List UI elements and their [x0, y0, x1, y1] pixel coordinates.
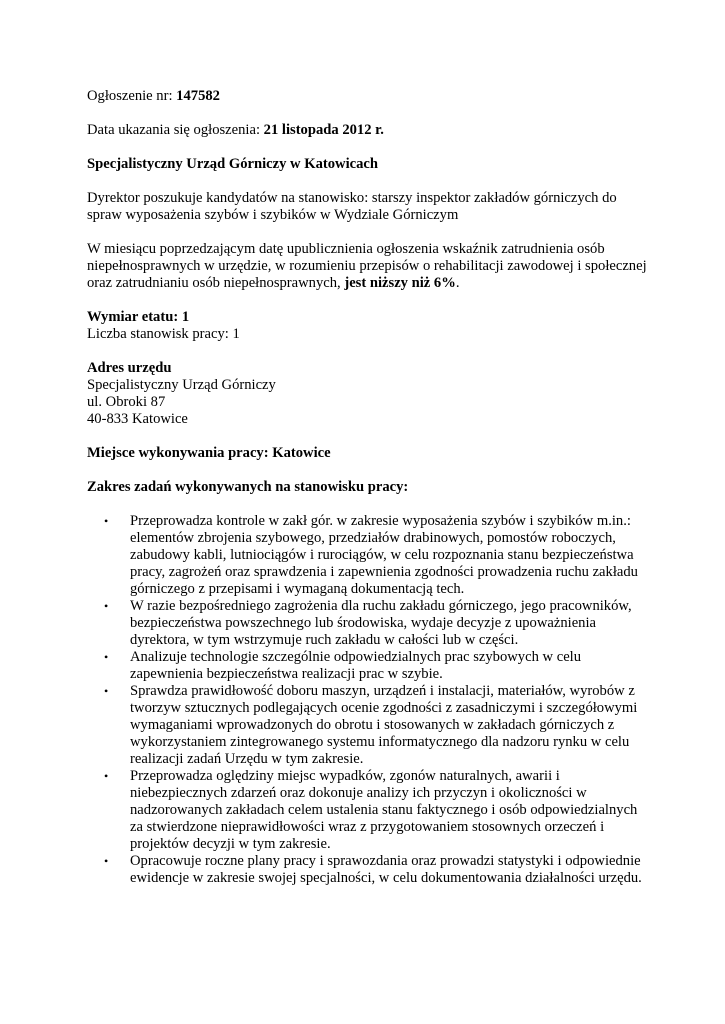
address-line-3: 40-833 Katowice — [87, 411, 188, 427]
task-item — [87, 649, 647, 683]
announcement-date-label: Data ukazania się ogłoszenia: — [87, 122, 264, 138]
tasks-list — [87, 513, 647, 887]
tasks-heading-text: Zakres zadań wykonywanych na stanowisku pracy: — [87, 479, 409, 495]
office-title-text: Specjalistyczny Urząd Górniczy w Katowicach — [87, 156, 379, 172]
announcement-number-value: 147582 — [176, 88, 220, 104]
address-heading-text: Adres urzędu — [87, 360, 172, 376]
task-text: Analizuje technologie szczególnie odpowiedzialnych prac szybowych w celu zapewnienia bezpieczeństwa realizacji prac w szybie. — [130, 649, 582, 682]
document-page — [87, 88, 647, 887]
task-text: W razie bezpośredniego zagrożenia dla ruchu zakładu górniczego, jego pracowników, bezpieczeństwa powszechnego lub środowiska, wydaje decyzje z upoważnienia dyrektora, w tym wstrzymuje ruch zakładu w całości lub w części. — [130, 598, 632, 648]
office-address — [87, 360, 647, 428]
announcement-number — [87, 88, 647, 105]
workplace — [87, 445, 647, 462]
office-title — [87, 156, 647, 173]
task-item — [87, 683, 647, 768]
bullet-icon: • — [104, 854, 109, 868]
address-line-2: ul. Obroki 87 — [87, 394, 166, 410]
task-item — [87, 513, 647, 598]
bullet-icon: • — [104, 650, 109, 664]
announcement-number-label: Ogłoszenie nr: — [87, 88, 177, 104]
task-text: Opracowuje roczne plany pracy i sprawozdania oraz prowadzi statystyki i odpowiednie ewidencje w zakresie swojej specjalności, w celu dokumentowania działalności urzędu. — [130, 853, 642, 886]
work-time-text: Wymiar etatu: 1 — [87, 309, 190, 325]
address-heading — [87, 360, 647, 377]
task-item — [87, 598, 647, 649]
positions-count: Liczba stanowisk pracy: 1 — [87, 326, 240, 342]
employment-indicator-text: W miesiącu poprzedzającym datę upublicznienia ogłoszenia wskaźnik zatrudnienia osób niepełnosprawnych w urzędzie, w rozumieniu przepisów o rehabilitacji zawodowej i społecznej oraz zatrudnianiu osób niepełnosprawnych, — [87, 241, 647, 291]
announcement-date-value: 21 listopada 2012 r. — [263, 122, 384, 138]
task-text: Sprawdza prawidłowość doboru maszyn, urządzeń i instalacji, materiałów, wyrobów z tworzyw sztucznych podlegających ocenie zgodności z zasadniczymi i szczegółowymi wymaganiami wprowadzonych do obrotu i stosowanych w zakładach górniczych z wykorzystaniem zintegrowanego systemu informatycznego dla nadzoru rynku w celu realizacji zadań Urzędu w tym zakresie. — [130, 683, 638, 767]
task-item — [87, 853, 647, 887]
work-time — [87, 309, 647, 326]
employment-indicator — [87, 241, 647, 292]
position-description: Dyrektor poszukuje kandydatów na stanowisko: starszy inspektor zakładów górniczych do spraw wyposażenia szybów i szybików w Wydziale Górniczym — [87, 190, 617, 223]
bullet-icon: • — [104, 514, 109, 528]
task-text: Przeprowadza kontrole w zakł gór. w zakresie wyposażenia szybów i szybików m.in.: elementów zbrojenia szybowego, przedziałów drabinowych, pomostów roboczych, zabudowy kabli, lutniociągów i rurociągów, w celu rozpoznania stanu bezpieczeństwa pracy, zagrożeń oraz sprawdzenia i zapewnienia zgodności prowadzenia ruchu zakładu górniczego z przepisami i wymaganą dokumentacją tech. — [130, 513, 638, 597]
announcement-date — [87, 122, 647, 139]
task-text: Przeprowadza oględziny miejsc wypadków, zgonów naturalnych, awarii i niebezpiecznych zdarzeń oraz dokonuje analizy ich przyczyn i okoliczności w nadzorowanych zakładach celem ustalenia stanu faktycznego i osób odpowiedzialnych za stwierdzone nieprawidłowości wraz z przygotowaniem stosownych orzeczeń i projektów decyzji w tym zakresie. — [130, 768, 638, 852]
tasks-heading — [87, 479, 647, 496]
bullet-icon: • — [104, 684, 109, 698]
address-line-1: Specjalistyczny Urząd Górniczy — [87, 377, 276, 393]
bullet-icon: • — [104, 769, 109, 783]
employment-indicator-end: . — [455, 275, 460, 291]
bullet-icon: • — [104, 599, 109, 613]
work-details — [87, 309, 647, 343]
employment-indicator-bold: jest niższy niż 6% — [344, 275, 456, 291]
task-item — [87, 768, 647, 853]
workplace-text: Miejsce wykonywania pracy: Katowice — [87, 445, 331, 461]
